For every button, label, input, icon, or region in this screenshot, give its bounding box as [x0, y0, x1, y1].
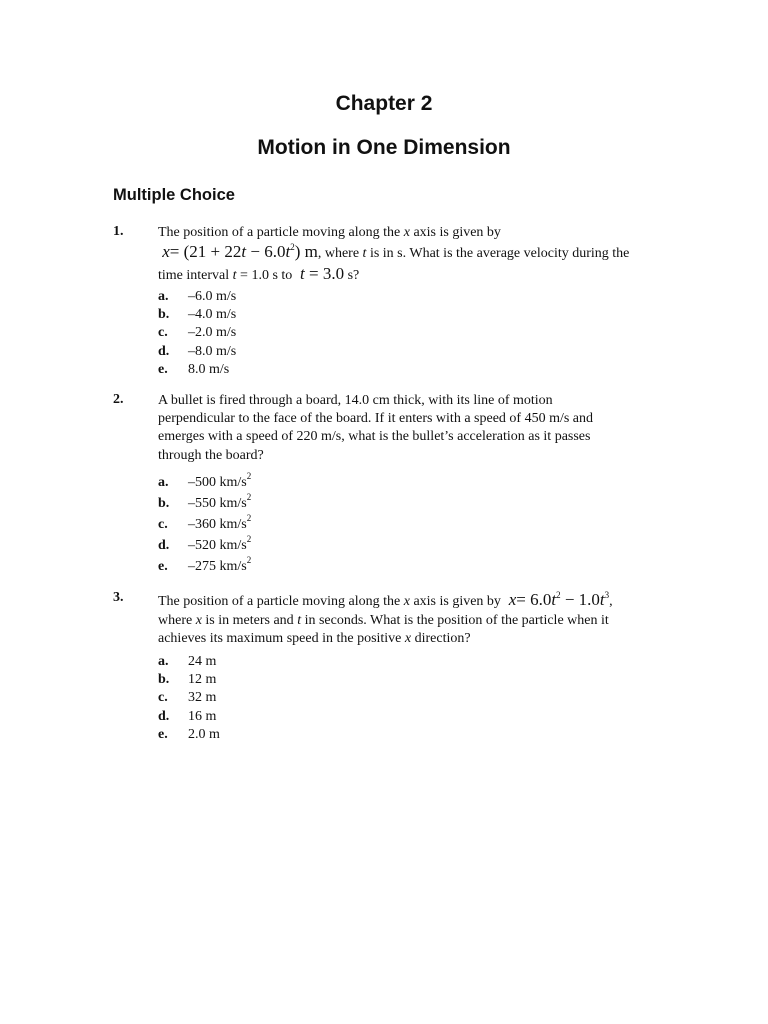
question-number: 3. — [113, 590, 124, 605]
position-equation: $x= 6.0t^2 - 1.0t^3$ — [508, 590, 610, 609]
question-text: The position of a particle moving along the x axis is given by $x= 6.0t^2 - 1.0t^3$, where x is in meters and t in seconds. What is the position of the particle when it achieves its maximum speed in the positive x direction? — [158, 590, 613, 647]
document-page: Chapter 2 Motion in One Dimension Multiple Choice 1. The position of a particle moving along the x axis is given by $x= (21 + 22t - 6.0t^2)$ m, where t is in s. What is the average velocity during the time interval t = 1.0 s to t = 3.0 s? a. –6.0 m/s b. –4.0 m/s c. –2.0 m/s d. –8.0 m/s e. 8.0 m/s 2. A bullet is fired through a board, 14.0 cm thick, with its line of motion perpendicular to the face of the board. If it enters with a speed of 450 m/s and emerges with a speed of 220 m/s, what is the bullet’s acceleration as it passes through the board? a. –500 $km/s^2$ b. –550 $km/s^2$ c. –360 $km/s^2$ d. –520 $km/s^2$ e. –275 $km/s^2$ 3. The position of a particle moving along the x axis is given by $x= 6.0t^2 - 1.0t^3$, where x is in meters and t in seconds. What is the position of the particle when it achieves its maximum speed in the positive x direction? a. 24 m b. 12 m c. 32 m d. 16 m e. 2.0 m — [0, 0, 768, 1024]
chapter-number: Chapter 2 — [335, 92, 433, 115]
position-equation: $x= (21 + 22t - 6.0t^2)$ m — [162, 242, 318, 262]
question-text: The position of a particle moving along the x axis is given by $x= (21 + 22t - 6.0t^2)$ m, where t is in s. What is the average velocity during the time interval t = 1.0 s to t = 3.0 s? — [158, 225, 630, 284]
chapter-title: Motion in One Dimension — [257, 136, 511, 159]
question-text: A bullet is fired through a board, 14.0 cm thick, with its line of motion perpendicular to the face of the board. If it enters with a speed of 450 m/s and emerges with a speed of 220 m/s, what is the bullet’s acceleration as it passes through the board? — [158, 393, 594, 463]
section-heading: Multiple Choice — [113, 186, 235, 204]
question-number: 1. — [113, 224, 124, 239]
question-number: 2. — [113, 392, 124, 407]
